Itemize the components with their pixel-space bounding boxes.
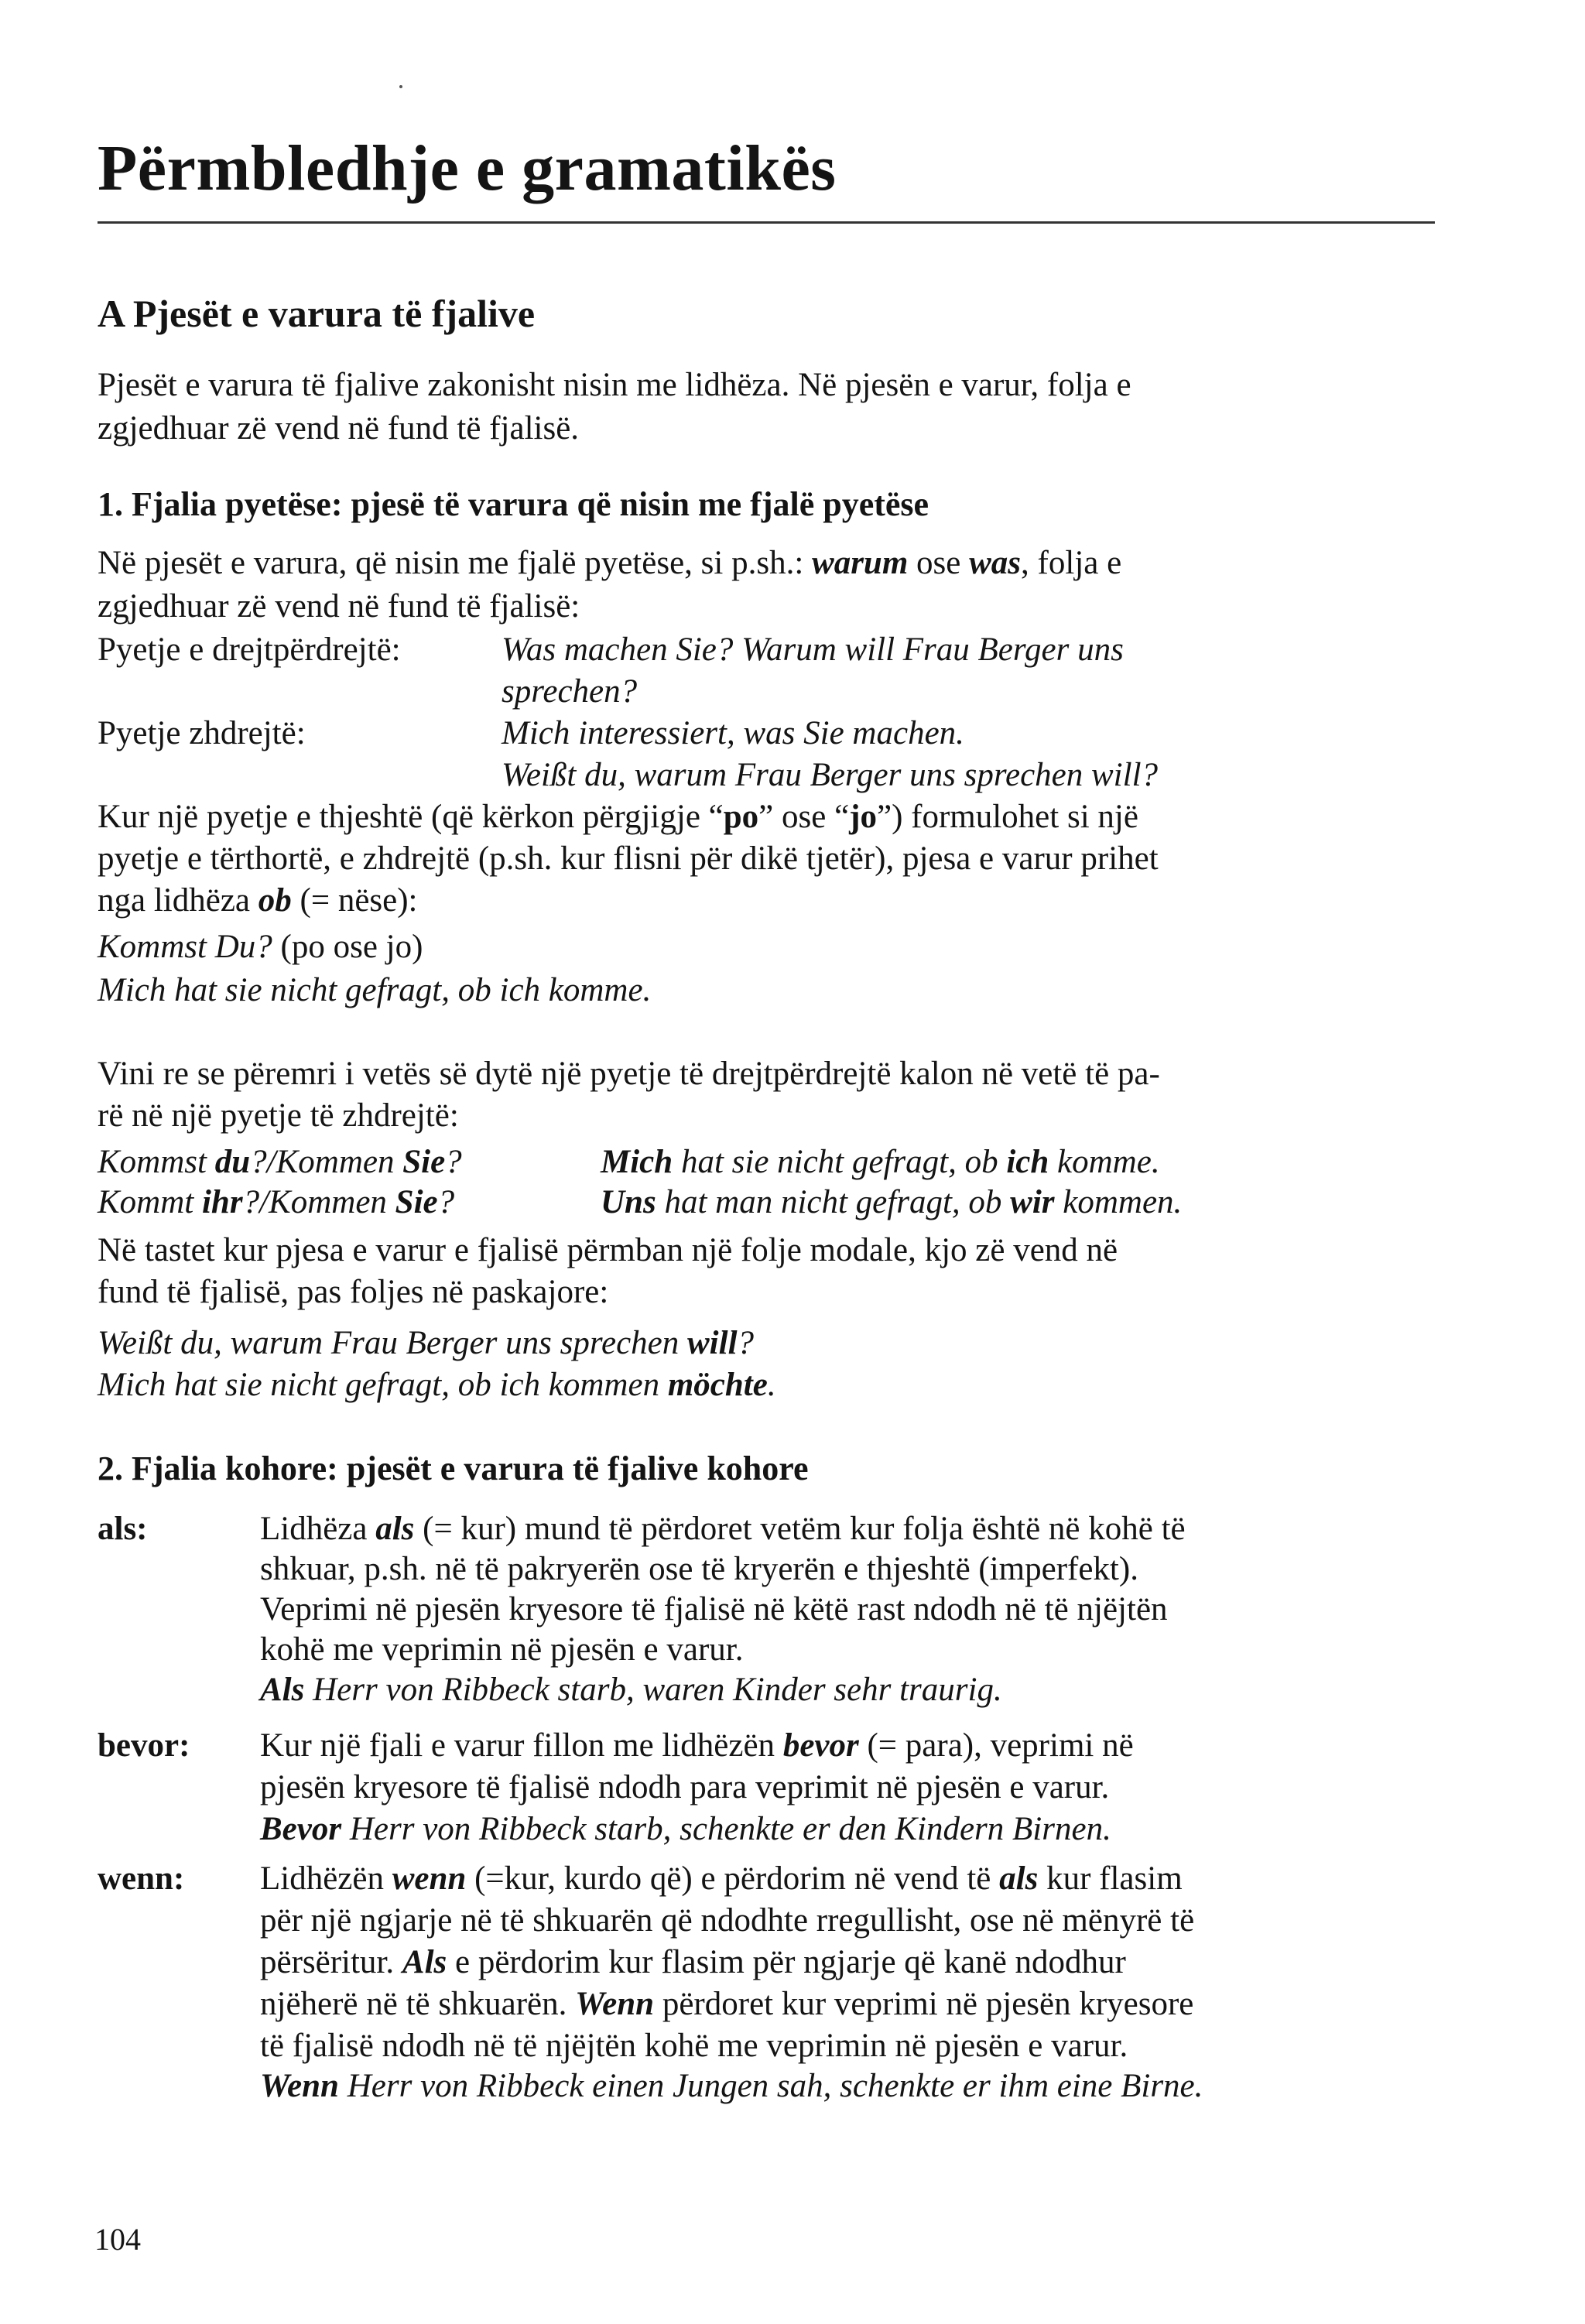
text: Kommt bbox=[98, 1184, 202, 1220]
sub1-para3-line2: rë në një pyetje të zhdrejtë: bbox=[98, 1097, 459, 1134]
example-mich-hat-sie-kommen bbox=[98, 1364, 776, 1407]
text: Në pjesët e varura, që nisin me fjalë pyetëse, si p.sh.: bbox=[98, 545, 813, 581]
text: Kommst bbox=[98, 1144, 215, 1180]
text: (= para), veprimi në bbox=[858, 1727, 1134, 1764]
sub1-para2-line3 bbox=[98, 879, 418, 922]
indirect-question-label: Pyetje zhdrejtë: bbox=[98, 715, 306, 751]
section-a-heading: A Pjesët e varura të fjalive bbox=[98, 292, 536, 335]
text: Uns bbox=[601, 1184, 656, 1220]
text: Kommst Du? bbox=[98, 929, 272, 965]
text: Als bbox=[260, 1672, 305, 1708]
sub1-para2-line1 bbox=[98, 796, 1138, 839]
text: Wenn bbox=[575, 1986, 655, 2022]
text: Kur një pyetje e thjeshtë (që kërkon përgjigje “ bbox=[98, 799, 724, 835]
text: Als bbox=[402, 1944, 447, 1980]
als-label: als: bbox=[98, 1511, 148, 1547]
text: hat sie nicht gefragt, ob bbox=[673, 1144, 1007, 1180]
direct-question-example-line2: sprechen? bbox=[502, 673, 638, 710]
scan-speck bbox=[399, 85, 402, 88]
text: komme. bbox=[1049, 1144, 1160, 1180]
text: e përdorim kur flasim për ngjarje që kanë ndodhur bbox=[447, 1944, 1126, 1980]
text: hat man nicht gefragt, ob bbox=[656, 1184, 1011, 1220]
text: als bbox=[375, 1511, 415, 1547]
text: du bbox=[214, 1144, 251, 1180]
text: (po ose jo) bbox=[272, 929, 423, 965]
als-example bbox=[260, 1669, 1002, 1712]
example-mich-hat-sie: Mich hat sie nicht gefragt, ob ich komme. bbox=[98, 972, 652, 1008]
text: Herr von Ribbeck starb, waren Kinder sehr traurig. bbox=[304, 1672, 1002, 1708]
text: ” ose “ bbox=[758, 799, 850, 835]
als-line2: shkuar, p.sh. në të pakryerën ose të kryerën e thjeshtë (imperfekt). bbox=[260, 1551, 1138, 1587]
example-weisst-du bbox=[98, 1322, 754, 1365]
text: Herr von Ribbeck einen Jungen sah, schenkte er ihm eine Birne. bbox=[338, 2068, 1203, 2104]
text: Mich hat sie nicht gefragt, ob ich kommen bbox=[98, 1367, 668, 1403]
sub1-para2-line2: pyetje e tërthortë, e zhdrejtë (p.sh. kur flisni për dikë tjetër), pjesa e varur prihet bbox=[98, 840, 1159, 877]
sub1-para4-line1: Në tastet kur pjesa e varur e fjalisë përmban një folje modale, kjo zë vend në bbox=[98, 1232, 1118, 1268]
sub2-heading: 2. Fjalia kohore: pjesët e varura të fjalive kohore bbox=[98, 1450, 809, 1487]
keyword-warum: warum bbox=[812, 545, 909, 581]
wenn-line2: për një ngjarje në të shkuarën që ndodhte rregullisht, ose në mënyrë të bbox=[260, 1902, 1195, 1939]
text: ? bbox=[445, 1144, 462, 1180]
text: Mich bbox=[601, 1144, 673, 1180]
sub1-heading: 1. Fjalia pyetëse: pjesë të varura që nisin me fjalë pyetëse bbox=[98, 485, 929, 523]
text: (=kur, kurdo që) e përdorim në vend të bbox=[466, 1860, 1000, 1897]
text: ? bbox=[437, 1184, 455, 1220]
text: Kur një fjali e varur fillon me lidhëzën bbox=[260, 1727, 783, 1764]
text: bevor bbox=[782, 1727, 859, 1764]
keyword-jo: jo bbox=[849, 799, 877, 835]
bevor-line2: pjesën kryesore të fjalisë ndodh para veprimit në pjesën e varur. bbox=[260, 1769, 1110, 1805]
sub1-para1-line1 bbox=[98, 542, 1121, 585]
pair2-right bbox=[601, 1181, 1182, 1224]
keyword-po: po bbox=[723, 799, 759, 835]
text: përdoret kur veprimi në pjesën kryesore bbox=[654, 1986, 1194, 2022]
text: möchte bbox=[667, 1367, 768, 1403]
text: Sie bbox=[402, 1144, 446, 1180]
wenn-example bbox=[260, 2065, 1203, 2108]
wenn-line3 bbox=[260, 1941, 1126, 1984]
text: ”) formulohet si një bbox=[877, 799, 1138, 835]
text: ?/Kommen bbox=[250, 1144, 403, 1180]
text: Sie bbox=[395, 1184, 438, 1220]
text: Lidhëza bbox=[260, 1511, 376, 1547]
pair2-left bbox=[98, 1181, 454, 1224]
pair1-right bbox=[601, 1141, 1160, 1184]
sub1-para3-line1: Vini re se përemri i vetës së dytë një pyetje të drejtpërdrejtë kalon në vetë të pa- bbox=[98, 1056, 1160, 1092]
direct-question-label: Pyetje e drejtpërdrejtë: bbox=[98, 631, 401, 668]
text: ich bbox=[1006, 1144, 1049, 1180]
direct-question-example-line1: Was machen Sie? Warum will Frau Berger uns bbox=[502, 631, 1124, 668]
indirect-question-example-line2: Weißt du, warum Frau Berger uns sprechen will? bbox=[502, 757, 1159, 793]
text: nga lidhëza bbox=[98, 882, 258, 919]
wenn-label: wenn: bbox=[98, 1860, 185, 1897]
text: als bbox=[999, 1860, 1039, 1897]
text: wenn bbox=[392, 1860, 467, 1897]
text: ose bbox=[908, 545, 970, 581]
als-line4: kohë me veprimin në pjesën e varur. bbox=[260, 1631, 744, 1668]
bevor-label: bevor: bbox=[98, 1727, 190, 1764]
text: will bbox=[687, 1325, 738, 1361]
title-rule bbox=[98, 221, 1435, 224]
page-title: Përmbledhje e gramatikës bbox=[98, 132, 837, 204]
text: njëherë në të shkuarën. bbox=[260, 1986, 576, 2022]
text: ihr bbox=[201, 1184, 243, 1220]
bevor-example bbox=[260, 1808, 1111, 1851]
text: ?/Kommen bbox=[242, 1184, 395, 1220]
als-line1 bbox=[260, 1508, 1186, 1551]
section-a-intro-line1: Pjesët e varura të fjalive zakonisht nisin me lidhëza. Në pjesën e varur, folja e bbox=[98, 367, 1131, 403]
wenn-line4 bbox=[260, 1983, 1193, 2026]
page-number: 104 bbox=[94, 2222, 141, 2257]
bevor-line1 bbox=[260, 1724, 1134, 1768]
indirect-question-example-line1: Mich interessiert, was Sie machen. bbox=[502, 715, 964, 751]
text: Wenn bbox=[260, 2068, 339, 2104]
sub1-para4-line2: fund të fjalisë, pas foljes në paskajore: bbox=[98, 1274, 609, 1310]
pair1-left bbox=[98, 1141, 462, 1184]
text: , folja e bbox=[1021, 545, 1122, 581]
text: Herr von Ribbeck starb, schenkte er den Kindern Birnen. bbox=[341, 1811, 1111, 1847]
section-a-intro-line2: zgjedhuar zë vend në fund të fjalisë. bbox=[98, 410, 580, 447]
text: kur flasim bbox=[1038, 1860, 1183, 1897]
text: Bevor bbox=[260, 1811, 342, 1847]
text: ? bbox=[737, 1325, 755, 1361]
sub1-para1-line2: zgjedhuar zë vend në fund të fjalisë: bbox=[98, 588, 580, 625]
example-kommst-du bbox=[98, 926, 423, 969]
text: përsëritur. bbox=[260, 1944, 402, 1980]
text: wir bbox=[1010, 1184, 1055, 1220]
text: kommen. bbox=[1054, 1184, 1183, 1220]
als-line3: Veprimi në pjesën kryesore të fjalisë në këtë rast ndodh në të njëjtën bbox=[260, 1591, 1168, 1627]
text: . bbox=[767, 1367, 776, 1403]
text: (= nëse): bbox=[291, 882, 418, 919]
wenn-line5: të fjalisë ndodh në të njëjtën kohë me veprimin në pjesën e varur. bbox=[260, 2028, 1128, 2064]
text: Lidhëzën bbox=[260, 1860, 392, 1897]
keyword-ob: ob bbox=[258, 882, 292, 919]
keyword-was: was bbox=[969, 545, 1022, 581]
wenn-line1 bbox=[260, 1857, 1183, 1901]
text: (= kur) mund të përdoret vetëm kur folja është në kohë të bbox=[414, 1511, 1186, 1547]
text: Weißt du, warum Frau Berger uns sprechen bbox=[98, 1325, 687, 1361]
